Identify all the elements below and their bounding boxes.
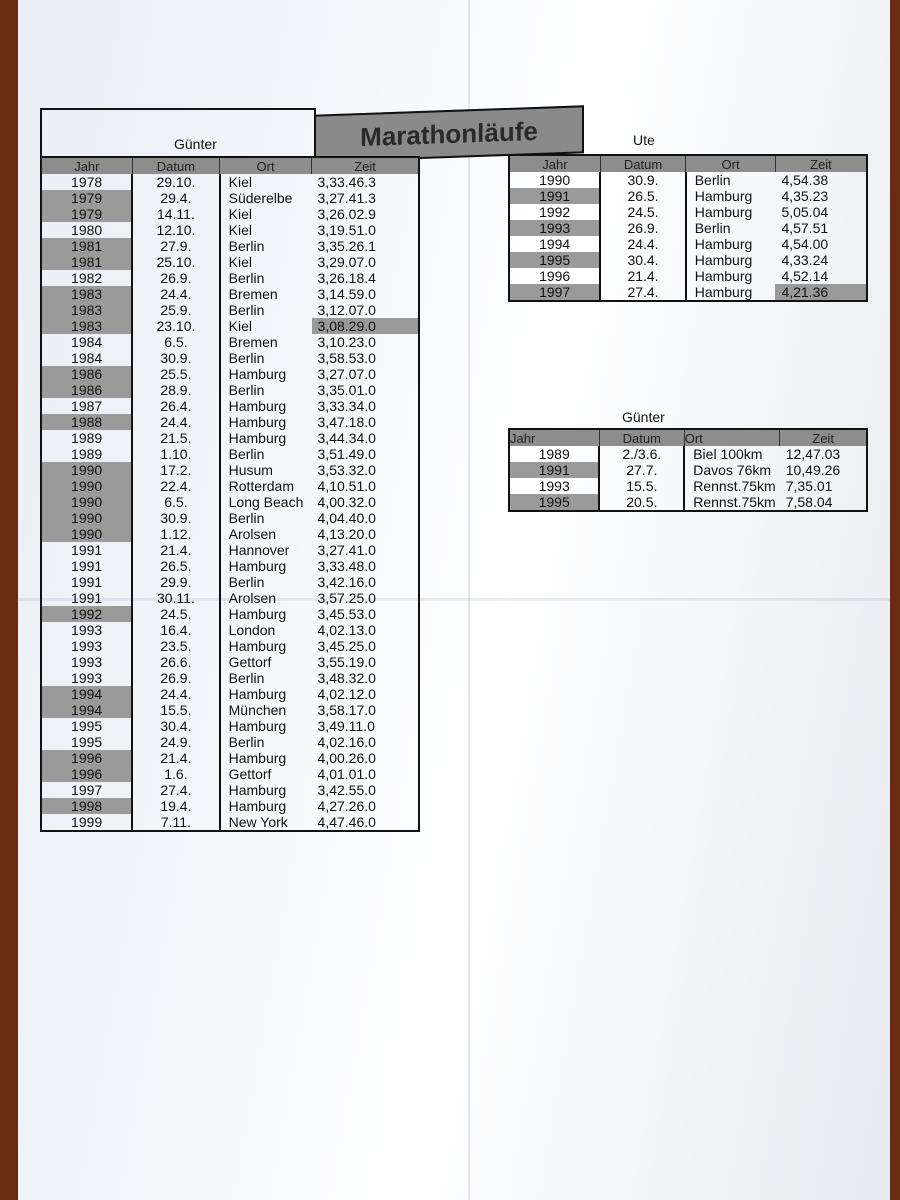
cell-zeit: 4,04.40.0: [317, 510, 376, 526]
cell-zeit: 5,05.04: [781, 204, 829, 220]
cell-zeit: 3,33.34.0: [317, 398, 376, 414]
table-row: [509, 446, 867, 462]
table-row: [41, 366, 419, 382]
table-row: [41, 382, 419, 398]
col-header-jahr: Jahr: [41, 157, 132, 174]
cell-jahr: 1981: [41, 254, 132, 270]
guenter-marathon-table: [40, 156, 420, 832]
cell-zeit: 3,12.07.0: [317, 302, 376, 318]
table-row: [41, 286, 419, 302]
cell-zeit: 4,02.16.0: [317, 734, 376, 750]
cell-jahr: 1999: [41, 814, 132, 831]
cell-datum: 25.5.: [132, 366, 219, 382]
cell-ort: Long Beach: [228, 494, 304, 510]
cell-zeit: 3,58.17.0: [317, 702, 376, 718]
cell-zeit: 3,57.25.0: [317, 590, 376, 606]
cell-ort: Rennst.75km: [693, 494, 776, 510]
cell-ort: Kiel: [228, 254, 252, 270]
table-row: [41, 190, 419, 206]
cell-ort: Hannover: [228, 542, 290, 558]
table-row: [41, 718, 419, 734]
cell-datum: 22.4.: [132, 478, 219, 494]
cell-datum: 2./3.6.: [599, 446, 684, 462]
cell-zeit: 3,10.23.0: [317, 334, 376, 350]
cell-zeit: 3,35.01.0: [317, 382, 376, 398]
cell-ort: Hamburg: [694, 284, 753, 300]
table-row: [41, 622, 419, 638]
cell-ort: Biel 100km: [693, 446, 763, 462]
cell-datum: 24.4.: [132, 686, 219, 702]
table-row: [41, 734, 419, 750]
cell-jahr: 1997: [509, 284, 600, 301]
cell-zeit: 3,14.59.0: [317, 286, 376, 302]
cell-ort: Hamburg: [228, 718, 287, 734]
cell-zeit: 4,21.36: [775, 284, 867, 301]
cell-jahr: 1993: [509, 220, 600, 236]
cell-zeit: 12,47.03: [785, 446, 841, 462]
cell-datum: 25.10.: [132, 254, 219, 270]
ute-marathon-table: [508, 154, 868, 302]
table-row: [41, 638, 419, 654]
cell-datum: 26.4.: [132, 398, 219, 414]
cell-datum: 23.5.: [132, 638, 219, 654]
col-header-datum: Datum: [599, 429, 684, 446]
cell-ort: Gettorf: [228, 654, 272, 670]
cell-jahr: 1979: [41, 190, 132, 206]
cell-datum: 25.9.: [132, 302, 219, 318]
cell-ort: Hamburg: [694, 204, 753, 220]
guenter-label: Günter: [174, 136, 217, 152]
cell-jahr: 1988: [41, 414, 132, 430]
cell-zeit: 4,13.20.0: [317, 526, 376, 542]
cell-ort: Hamburg: [228, 782, 287, 798]
col-header-jahr: Jahr: [509, 155, 600, 172]
cell-datum: 26.9.: [132, 270, 219, 286]
cell-jahr: 1991: [41, 574, 132, 590]
cell-ort: Hamburg: [694, 268, 753, 284]
cell-zeit: 4,10.51.0: [317, 478, 376, 494]
cell-ort: Rennst.75km: [693, 478, 776, 494]
cell-jahr: 1995: [509, 252, 600, 268]
cell-jahr: 1990: [41, 462, 132, 478]
cell-datum: 29.9.: [132, 574, 219, 590]
cell-jahr: 1993: [41, 622, 132, 638]
table-row: [41, 350, 419, 366]
cell-datum: 19.4.: [132, 798, 219, 814]
table-row: [41, 542, 419, 558]
cell-jahr: 1992: [509, 204, 600, 220]
cell-ort: Berlin: [228, 446, 265, 462]
cell-zeit: 3,08.29.0: [312, 318, 419, 334]
cell-datum: 26.5.: [600, 188, 685, 204]
cell-ort: London: [228, 622, 276, 638]
cell-datum: 27.4.: [600, 284, 685, 301]
table-row: [41, 206, 419, 222]
cell-jahr: 1998: [41, 798, 132, 814]
cell-zeit: 3,26.02.9: [317, 206, 376, 222]
cell-jahr: 1993: [509, 478, 599, 494]
cell-ort: Davos 76km: [693, 462, 772, 478]
table-header-row: [509, 155, 867, 172]
cell-ort: Berlin: [694, 220, 731, 236]
cell-zeit: 3,29.07.0: [317, 254, 376, 270]
cell-jahr: 1995: [509, 494, 599, 511]
table-row: [41, 782, 419, 798]
cell-datum: 15.5.: [599, 478, 684, 494]
cell-jahr: 1990: [41, 526, 132, 542]
table-row: [509, 220, 867, 236]
table-row: [509, 478, 867, 494]
cell-jahr: 1986: [41, 382, 132, 398]
cell-datum: 23.10.: [132, 318, 219, 334]
table-row: [41, 478, 419, 494]
cell-jahr: 1983: [41, 286, 132, 302]
table-row: [41, 750, 419, 766]
cell-ort: Hamburg: [694, 236, 753, 252]
cell-zeit: 3,58.53.0: [317, 350, 376, 366]
cell-zeit: 3,55.19.0: [317, 654, 376, 670]
cell-datum: 24.4.: [132, 414, 219, 430]
cell-zeit: 3,47.18.0: [317, 414, 376, 430]
cell-jahr: 1993: [41, 638, 132, 654]
cell-ort: Husum: [228, 462, 273, 478]
cell-datum: 30.4.: [600, 252, 685, 268]
cell-zeit: 4,02.12.0: [317, 686, 376, 702]
cell-jahr: 1991: [41, 590, 132, 606]
page-title: Marathonläufe: [314, 105, 584, 162]
table-row: [41, 414, 419, 430]
cell-jahr: 1991: [41, 542, 132, 558]
cell-datum: 30.9.: [132, 510, 219, 526]
cell-zeit: 7,58.04: [785, 494, 833, 510]
cell-zeit: 3,44.34.0: [317, 430, 376, 446]
table-row: [41, 494, 419, 510]
cell-ort: Berlin: [228, 302, 265, 318]
table-row: [41, 686, 419, 702]
cell-datum: 24.4.: [132, 286, 219, 302]
cell-ort: Hamburg: [228, 430, 287, 446]
table-row: [509, 268, 867, 284]
cell-datum: 17.2.: [132, 462, 219, 478]
cell-jahr: 1989: [41, 430, 132, 446]
cell-zeit: 4,27.26.0: [317, 798, 376, 814]
cell-jahr: 1990: [41, 510, 132, 526]
cell-ort: Hamburg: [228, 366, 287, 382]
cell-datum: 1.10.: [132, 446, 219, 462]
cell-zeit: 4,54.38: [781, 172, 829, 188]
table-row: [41, 574, 419, 590]
table-row: [509, 236, 867, 252]
cell-ort: Süderelbe: [228, 190, 293, 206]
cell-datum: 26.6.: [132, 654, 219, 670]
cell-zeit: 3,19.51.0: [317, 222, 376, 238]
col-header-ort: Ort: [684, 429, 779, 446]
cell-jahr: 1982: [41, 270, 132, 286]
cell-jahr: 1987: [41, 398, 132, 414]
cell-datum: 20.5.: [599, 494, 684, 511]
ute-label: Ute: [633, 132, 655, 148]
cell-datum: 21.4.: [600, 268, 685, 284]
table-row: [509, 494, 867, 511]
cell-ort: Kiel: [228, 206, 252, 222]
cell-jahr: 1994: [41, 686, 132, 702]
cell-ort: Kiel: [228, 174, 252, 190]
cell-ort: Berlin: [228, 350, 265, 366]
cell-ort: New York: [228, 814, 288, 830]
cell-jahr: 1996: [509, 268, 600, 284]
cell-datum: 26.9.: [600, 220, 685, 236]
table-header-row: [509, 429, 867, 446]
cell-jahr: 1989: [509, 446, 599, 462]
cell-jahr: 1991: [509, 462, 599, 478]
cell-ort: München: [228, 702, 287, 718]
table-row: [509, 188, 867, 204]
cell-datum: 7.11.: [132, 814, 219, 831]
cell-zeit: 3,49.11.0: [317, 718, 375, 734]
table-row: [41, 430, 419, 446]
cell-ort: Gettorf: [228, 766, 272, 782]
cell-jahr: 1991: [509, 188, 600, 204]
table-row: [41, 334, 419, 350]
col-header-ort: Ort: [220, 157, 312, 174]
cell-datum: 6.5.: [132, 494, 219, 510]
table-row: [41, 398, 419, 414]
cell-jahr: 1996: [41, 750, 132, 766]
cell-ort: Berlin: [228, 574, 265, 590]
cell-datum: 16.4.: [132, 622, 219, 638]
col-header-ort: Ort: [686, 155, 776, 172]
cell-ort: Berlin: [228, 238, 265, 254]
cell-zeit: 4,54.00: [781, 236, 829, 252]
cell-datum: 30.4.: [132, 718, 219, 734]
cell-ort: Hamburg: [228, 606, 287, 622]
table-row: [41, 174, 419, 190]
table-row: [509, 204, 867, 220]
cell-ort: Kiel: [228, 318, 252, 334]
col-header-zeit: Zeit: [775, 155, 867, 172]
table-row: [41, 318, 419, 334]
table-row: [41, 446, 419, 462]
cell-datum: 24.5.: [132, 606, 219, 622]
col-header-jahr: Jahr: [509, 429, 599, 446]
cell-zeit: 4,52.14: [781, 268, 829, 284]
cell-zeit: 4,00.32.0: [317, 494, 376, 510]
cell-zeit: 4,33.24: [781, 252, 829, 268]
cell-ort: Bremen: [228, 286, 278, 302]
cell-ort: Hamburg: [228, 686, 287, 702]
cell-jahr: 1983: [41, 318, 132, 334]
cell-ort: Rotterdam: [228, 478, 294, 494]
col-header-zeit: Zeit: [312, 157, 419, 174]
cell-jahr: 1986: [41, 366, 132, 382]
table-row: [41, 654, 419, 670]
cell-ort: Hamburg: [694, 252, 753, 268]
cell-ort: Arolsen: [228, 526, 277, 542]
cell-jahr: 1990: [41, 494, 132, 510]
cell-zeit: 3,27.41.0: [317, 542, 376, 558]
table-row: [41, 606, 419, 622]
table-row: [509, 172, 867, 188]
table-row: [41, 462, 419, 478]
table-row: [41, 670, 419, 686]
cell-datum: 24.5.: [600, 204, 685, 220]
cell-ort: Arolsen: [228, 590, 277, 606]
cell-zeit: 4,57.51: [781, 220, 829, 236]
cell-ort: Berlin: [228, 510, 265, 526]
cell-ort: Hamburg: [228, 638, 287, 654]
cell-ort: Hamburg: [228, 398, 287, 414]
cell-datum: 30.11.: [132, 590, 219, 606]
cell-zeit: 3,45.53.0: [317, 606, 376, 622]
cell-datum: 24.4.: [600, 236, 685, 252]
cell-datum: 21.4.: [132, 542, 219, 558]
cell-datum: 24.9.: [132, 734, 219, 750]
table-row: [41, 814, 419, 831]
cell-datum: 28.9.: [132, 382, 219, 398]
cell-datum: 1.6.: [132, 766, 219, 782]
table-row: [41, 238, 419, 254]
cell-ort: Berlin: [228, 382, 265, 398]
cell-jahr: 1993: [41, 670, 132, 686]
cell-zeit: 3,51.49.0: [317, 446, 376, 462]
cell-datum: 29.10.: [132, 174, 219, 190]
cell-zeit: 4,01.01.0: [317, 766, 376, 782]
cell-jahr: 1983: [41, 302, 132, 318]
cell-jahr: 1995: [41, 734, 132, 750]
table-row: [41, 558, 419, 574]
cell-datum: 21.5.: [132, 430, 219, 446]
cell-jahr: 1980: [41, 222, 132, 238]
cell-zeit: 4,02.13.0: [317, 622, 376, 638]
cell-datum: 15.5.: [132, 702, 219, 718]
cell-datum: 21.4.: [132, 750, 219, 766]
cell-jahr: 1994: [509, 236, 600, 252]
table-row: [509, 462, 867, 478]
cell-zeit: 3,33.48.0: [317, 558, 376, 574]
cell-jahr: 1990: [41, 478, 132, 494]
cell-zeit: 3,53.32.0: [317, 462, 376, 478]
cell-ort: Berlin: [694, 172, 731, 188]
col-header-zeit: Zeit: [780, 429, 867, 446]
cell-zeit: 3,26.18.4: [317, 270, 376, 286]
guenter-ultra-table: [508, 428, 868, 512]
cell-zeit: 3,45.25.0: [317, 638, 376, 654]
cell-zeit: 10,49.26: [785, 462, 841, 478]
cell-zeit: 4,35.23: [781, 188, 829, 204]
cell-ort: Berlin: [228, 734, 265, 750]
table-header-row: [41, 157, 419, 174]
cell-ort: Hamburg: [228, 798, 287, 814]
cell-ort: Bremen: [228, 334, 278, 350]
cell-zeit: 3,42.55.0: [317, 782, 376, 798]
table-row: [41, 702, 419, 718]
table-row: [41, 254, 419, 270]
col-header-datum: Datum: [600, 155, 685, 172]
cell-datum: 12.10.: [132, 222, 219, 238]
table-row: [41, 222, 419, 238]
cell-jahr: 1992: [41, 606, 132, 622]
cell-jahr: 1997: [41, 782, 132, 798]
cell-zeit: 3,27.41.3: [317, 190, 376, 206]
cell-jahr: 1978: [41, 174, 132, 190]
cell-datum: 30.9.: [132, 350, 219, 366]
cell-datum: 14.11.: [132, 206, 219, 222]
cell-zeit: 4,47.46.0: [317, 814, 376, 830]
cell-jahr: 1984: [41, 334, 132, 350]
cell-datum: 29.4.: [132, 190, 219, 206]
cell-ort: Berlin: [228, 670, 265, 686]
cell-ort: Berlin: [228, 270, 265, 286]
cell-jahr: 1984: [41, 350, 132, 366]
table-row: [41, 270, 419, 286]
cell-datum: 26.9.: [132, 670, 219, 686]
cell-datum: 27.4.: [132, 782, 219, 798]
cell-jahr: 1989: [41, 446, 132, 462]
cell-jahr: 1993: [41, 654, 132, 670]
cell-datum: 30.9.: [600, 172, 685, 188]
cell-jahr: 1994: [41, 702, 132, 718]
cell-jahr: 1995: [41, 718, 132, 734]
cell-datum: 6.5.: [132, 334, 219, 350]
cell-datum: 1.12.: [132, 526, 219, 542]
table-row: [41, 302, 419, 318]
table-row: [41, 590, 419, 606]
cell-ort: Hamburg: [228, 558, 287, 574]
cell-jahr: 1979: [41, 206, 132, 222]
cell-ort: Hamburg: [228, 414, 287, 430]
table-row: [509, 284, 867, 301]
cell-jahr: 1991: [41, 558, 132, 574]
cell-zeit: 7,35.01: [785, 478, 833, 494]
table-row: [41, 798, 419, 814]
col-header-datum: Datum: [132, 157, 219, 174]
cell-jahr: 1990: [509, 172, 600, 188]
table-row: [41, 526, 419, 542]
cell-zeit: 3,48.32.0: [317, 670, 376, 686]
table-row: [41, 766, 419, 782]
cell-zeit: 3,35.26.1: [317, 238, 376, 254]
cell-zeit: 3,27.07.0: [317, 366, 376, 382]
ultra-label: Günter: [622, 409, 665, 425]
cell-zeit: 3,33.46.3: [317, 174, 376, 190]
cell-zeit: 4,00.26.0: [317, 750, 376, 766]
cell-ort: Hamburg: [228, 750, 287, 766]
cell-datum: 26.5.: [132, 558, 219, 574]
cell-datum: 27.9.: [132, 238, 219, 254]
cell-ort: Hamburg: [694, 188, 753, 204]
guenter-title-box: [40, 108, 316, 156]
cell-jahr: 1996: [41, 766, 132, 782]
table-row: [509, 252, 867, 268]
cell-datum: 27.7.: [599, 462, 684, 478]
cell-ort: Kiel: [228, 222, 252, 238]
table-row: [41, 510, 419, 526]
cell-jahr: 1981: [41, 238, 132, 254]
cell-zeit: 3,42.16.0: [317, 574, 376, 590]
